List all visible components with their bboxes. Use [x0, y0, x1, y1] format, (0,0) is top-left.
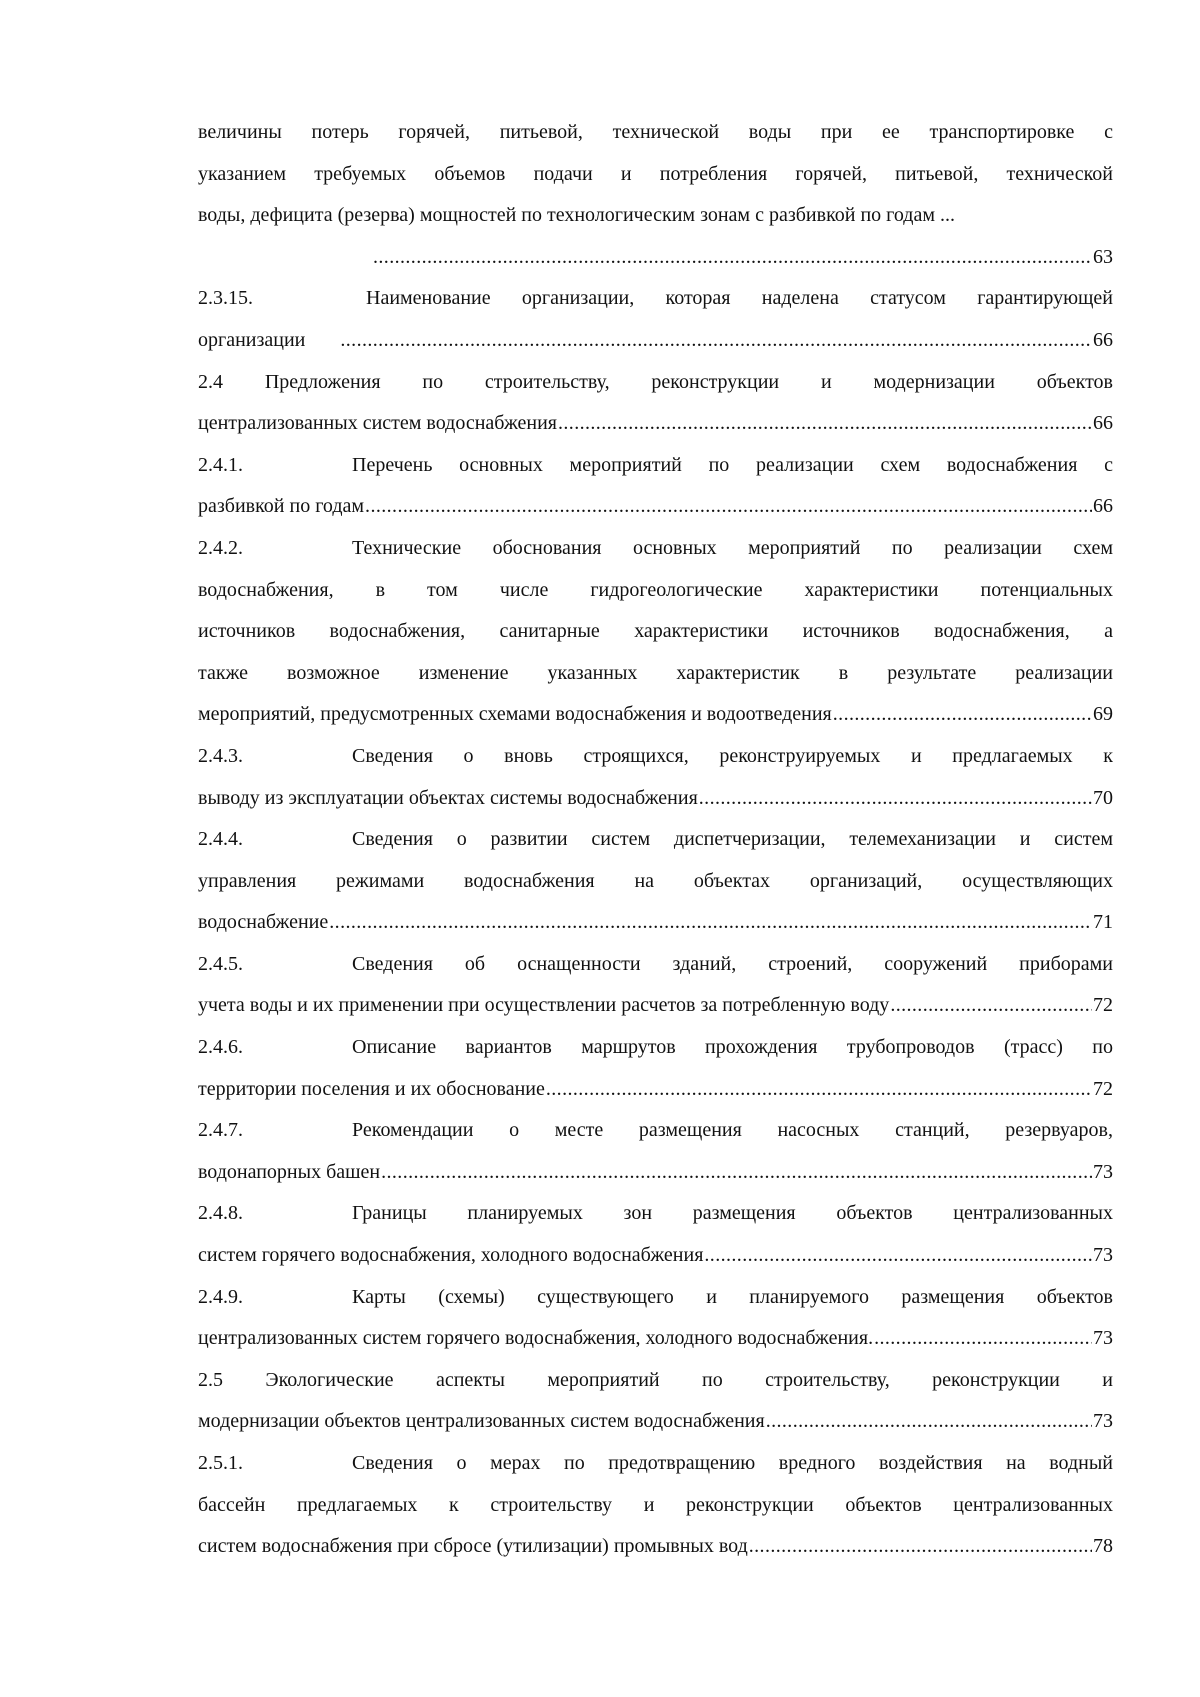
page-number: 73 — [1093, 1410, 1113, 1433]
section-title: территории поселения и их обоснование — [198, 1077, 545, 1100]
section-title: водоснабжение — [198, 911, 329, 934]
toc-line — [198, 1235, 1113, 1277]
page-number: 66 — [1093, 328, 1113, 351]
dot-leader — [874, 1318, 1092, 1360]
toc-line: управления режимами водоснабжения на объектах организаций, осуществляющих — [198, 869, 1113, 892]
section-number: 2.4.3. — [198, 744, 243, 767]
section-number: 2.4.5. — [198, 952, 243, 975]
page-number: 63 — [1093, 245, 1113, 268]
toc-line — [198, 819, 1113, 861]
dot-leader — [365, 486, 1092, 528]
section-title: мероприятий, предусмотренных схемами водоснабжения и водоотведения — [198, 703, 832, 726]
dot-leader — [699, 778, 1092, 820]
section-number: 2.5.1. — [198, 1452, 243, 1474]
section-number: 2.4.1. — [198, 453, 243, 476]
toc-line — [198, 1318, 1113, 1360]
dot-leader — [373, 237, 1092, 279]
toc-line: также возможное изменение указанных характеристик в результате реализации — [198, 661, 1113, 684]
section-title: Сведения об оснащенности зданий, строений, сооружений приборами — [352, 952, 1113, 975]
section-number: 2.4.8. — [198, 1202, 243, 1225]
toc-line — [198, 778, 1113, 820]
dot-leader — [340, 320, 1092, 362]
toc-line: воды, дефицита (резерва) мощностей по технологическим зонам с разбивкой по годам ... — [198, 204, 956, 227]
section-title: систем водоснабжения при сбросе (утилизации) промывных вод — [198, 1535, 748, 1558]
section-title: Описание вариантов маршрутов прохождения трубопроводов (трасс) по — [352, 1036, 1113, 1059]
toc-line — [198, 237, 1113, 279]
dot-leader — [890, 985, 1092, 1027]
toc-line — [198, 1069, 1113, 1111]
section-number: 2.4.6. — [198, 1036, 243, 1059]
section-title: разбивкой по годам — [198, 495, 365, 518]
toc-line — [198, 1277, 1113, 1319]
page-number: 71 — [1093, 911, 1113, 934]
toc-line: 2.4 Предложения по строительству, реконструкции и модернизации объектов — [198, 370, 1113, 393]
section-title: Наименование организации, которая наделена статусом гарантирующей — [366, 287, 1113, 310]
toc-line: указанием требуемых объемов подачи и потребления горячей, питьевой, технической — [198, 162, 1113, 185]
section-title: систем горячего водоснабжения, холодного водоснабжения — [198, 1244, 704, 1267]
toc-line — [198, 1110, 1113, 1152]
page-number: 73 — [1093, 1160, 1113, 1183]
section-title: Границы планируемых зон размещения объектов централизованных — [352, 1202, 1113, 1225]
toc-line — [198, 1526, 1113, 1568]
toc-line: величины потерь горячей, питьевой, технической воды при ее транспортировке с — [198, 121, 1113, 143]
page-number: 73 — [1093, 1244, 1113, 1267]
dot-leader — [704, 1235, 1092, 1277]
section-title: водонапорных башен — [198, 1160, 381, 1183]
page-number: 69 — [1093, 703, 1113, 726]
page-number: 72 — [1093, 1077, 1113, 1100]
toc-line — [198, 944, 1113, 986]
toc-line — [198, 278, 1113, 320]
section-title: организации — [198, 328, 306, 351]
dot-leader — [558, 403, 1092, 445]
toc-line — [198, 985, 1113, 1027]
section-title: выводу из эксплуатации объектах системы водоснабжения — [198, 786, 698, 809]
toc-line — [198, 486, 1113, 528]
toc-line — [198, 694, 1113, 736]
page-number: 78 — [1093, 1535, 1113, 1558]
dot-leader — [381, 1152, 1092, 1194]
toc-page — [198, 112, 1113, 1568]
toc-line — [198, 320, 1113, 362]
toc-line — [198, 1443, 1113, 1485]
section-title: Технические обоснования основных мероприятий по реализации схем — [352, 536, 1113, 559]
dot-leader — [833, 694, 1092, 736]
toc-line — [198, 902, 1113, 944]
toc-line — [198, 403, 1113, 445]
toc-line — [198, 1193, 1113, 1235]
toc-line — [198, 1152, 1113, 1194]
section-number: 2.4.2. — [198, 536, 243, 559]
section-title: Сведения о развитии систем диспетчеризации, телемеханизации и систем — [352, 828, 1113, 851]
section-number: 2.3.15. — [198, 287, 253, 310]
section-title: учета воды и их применении при осуществлении расчетов за потребленную воду — [198, 994, 890, 1017]
section-number: 2.4.9. — [198, 1285, 243, 1308]
section-title: Перечень основных мероприятий по реализации схем водоснабжения с — [352, 453, 1113, 476]
toc-line — [198, 445, 1113, 487]
page-number: 72 — [1093, 994, 1113, 1017]
section-title: централизованных систем горячего водоснабжения, холодного водоснабжения. — [198, 1327, 874, 1350]
toc-line: бассейн предлагаемых к строительству и реконструкции объектов централизованных — [198, 1493, 1113, 1516]
page-number: 66 — [1093, 412, 1113, 435]
dot-leader — [749, 1526, 1092, 1568]
section-title: Сведения о мерах по предотвращению вредного воздействия на водный — [352, 1452, 1113, 1474]
page-number: 73 — [1093, 1327, 1113, 1350]
toc-line — [198, 736, 1113, 778]
section-title: Рекомендации о месте размещения насосных станций, резервуаров, — [352, 1119, 1113, 1142]
section-number: 2.4.7. — [198, 1119, 243, 1142]
section-title: Карты (схемы) существующего и планируемого размещения объектов — [352, 1285, 1113, 1308]
dot-leader — [766, 1401, 1092, 1443]
dot-leader — [546, 1069, 1092, 1111]
section-number: 2.4.4. — [198, 828, 243, 851]
section-title: модернизации объектов централизованных систем водоснабжения — [198, 1410, 765, 1433]
toc-line: водоснабжения, в том числе гидрогеологические характеристики потенциальных — [198, 578, 1113, 601]
section-title: Сведения о вновь строящихся, реконструируемых и предлагаемых к — [352, 744, 1113, 767]
page-number: 70 — [1093, 786, 1113, 809]
toc-line — [198, 528, 1113, 570]
section-title: централизованных систем водоснабжения — [198, 412, 557, 435]
toc-line: источников водоснабжения, санитарные характеристики источников водоснабжения, а — [198, 620, 1113, 643]
toc-line — [198, 1027, 1113, 1069]
page-number: 66 — [1093, 495, 1113, 518]
toc-line: 2.5 Экологические аспекты мероприятий по строительству, реконструкции и — [198, 1368, 1113, 1391]
toc-line — [198, 1401, 1113, 1443]
dot-leader — [329, 902, 1092, 944]
